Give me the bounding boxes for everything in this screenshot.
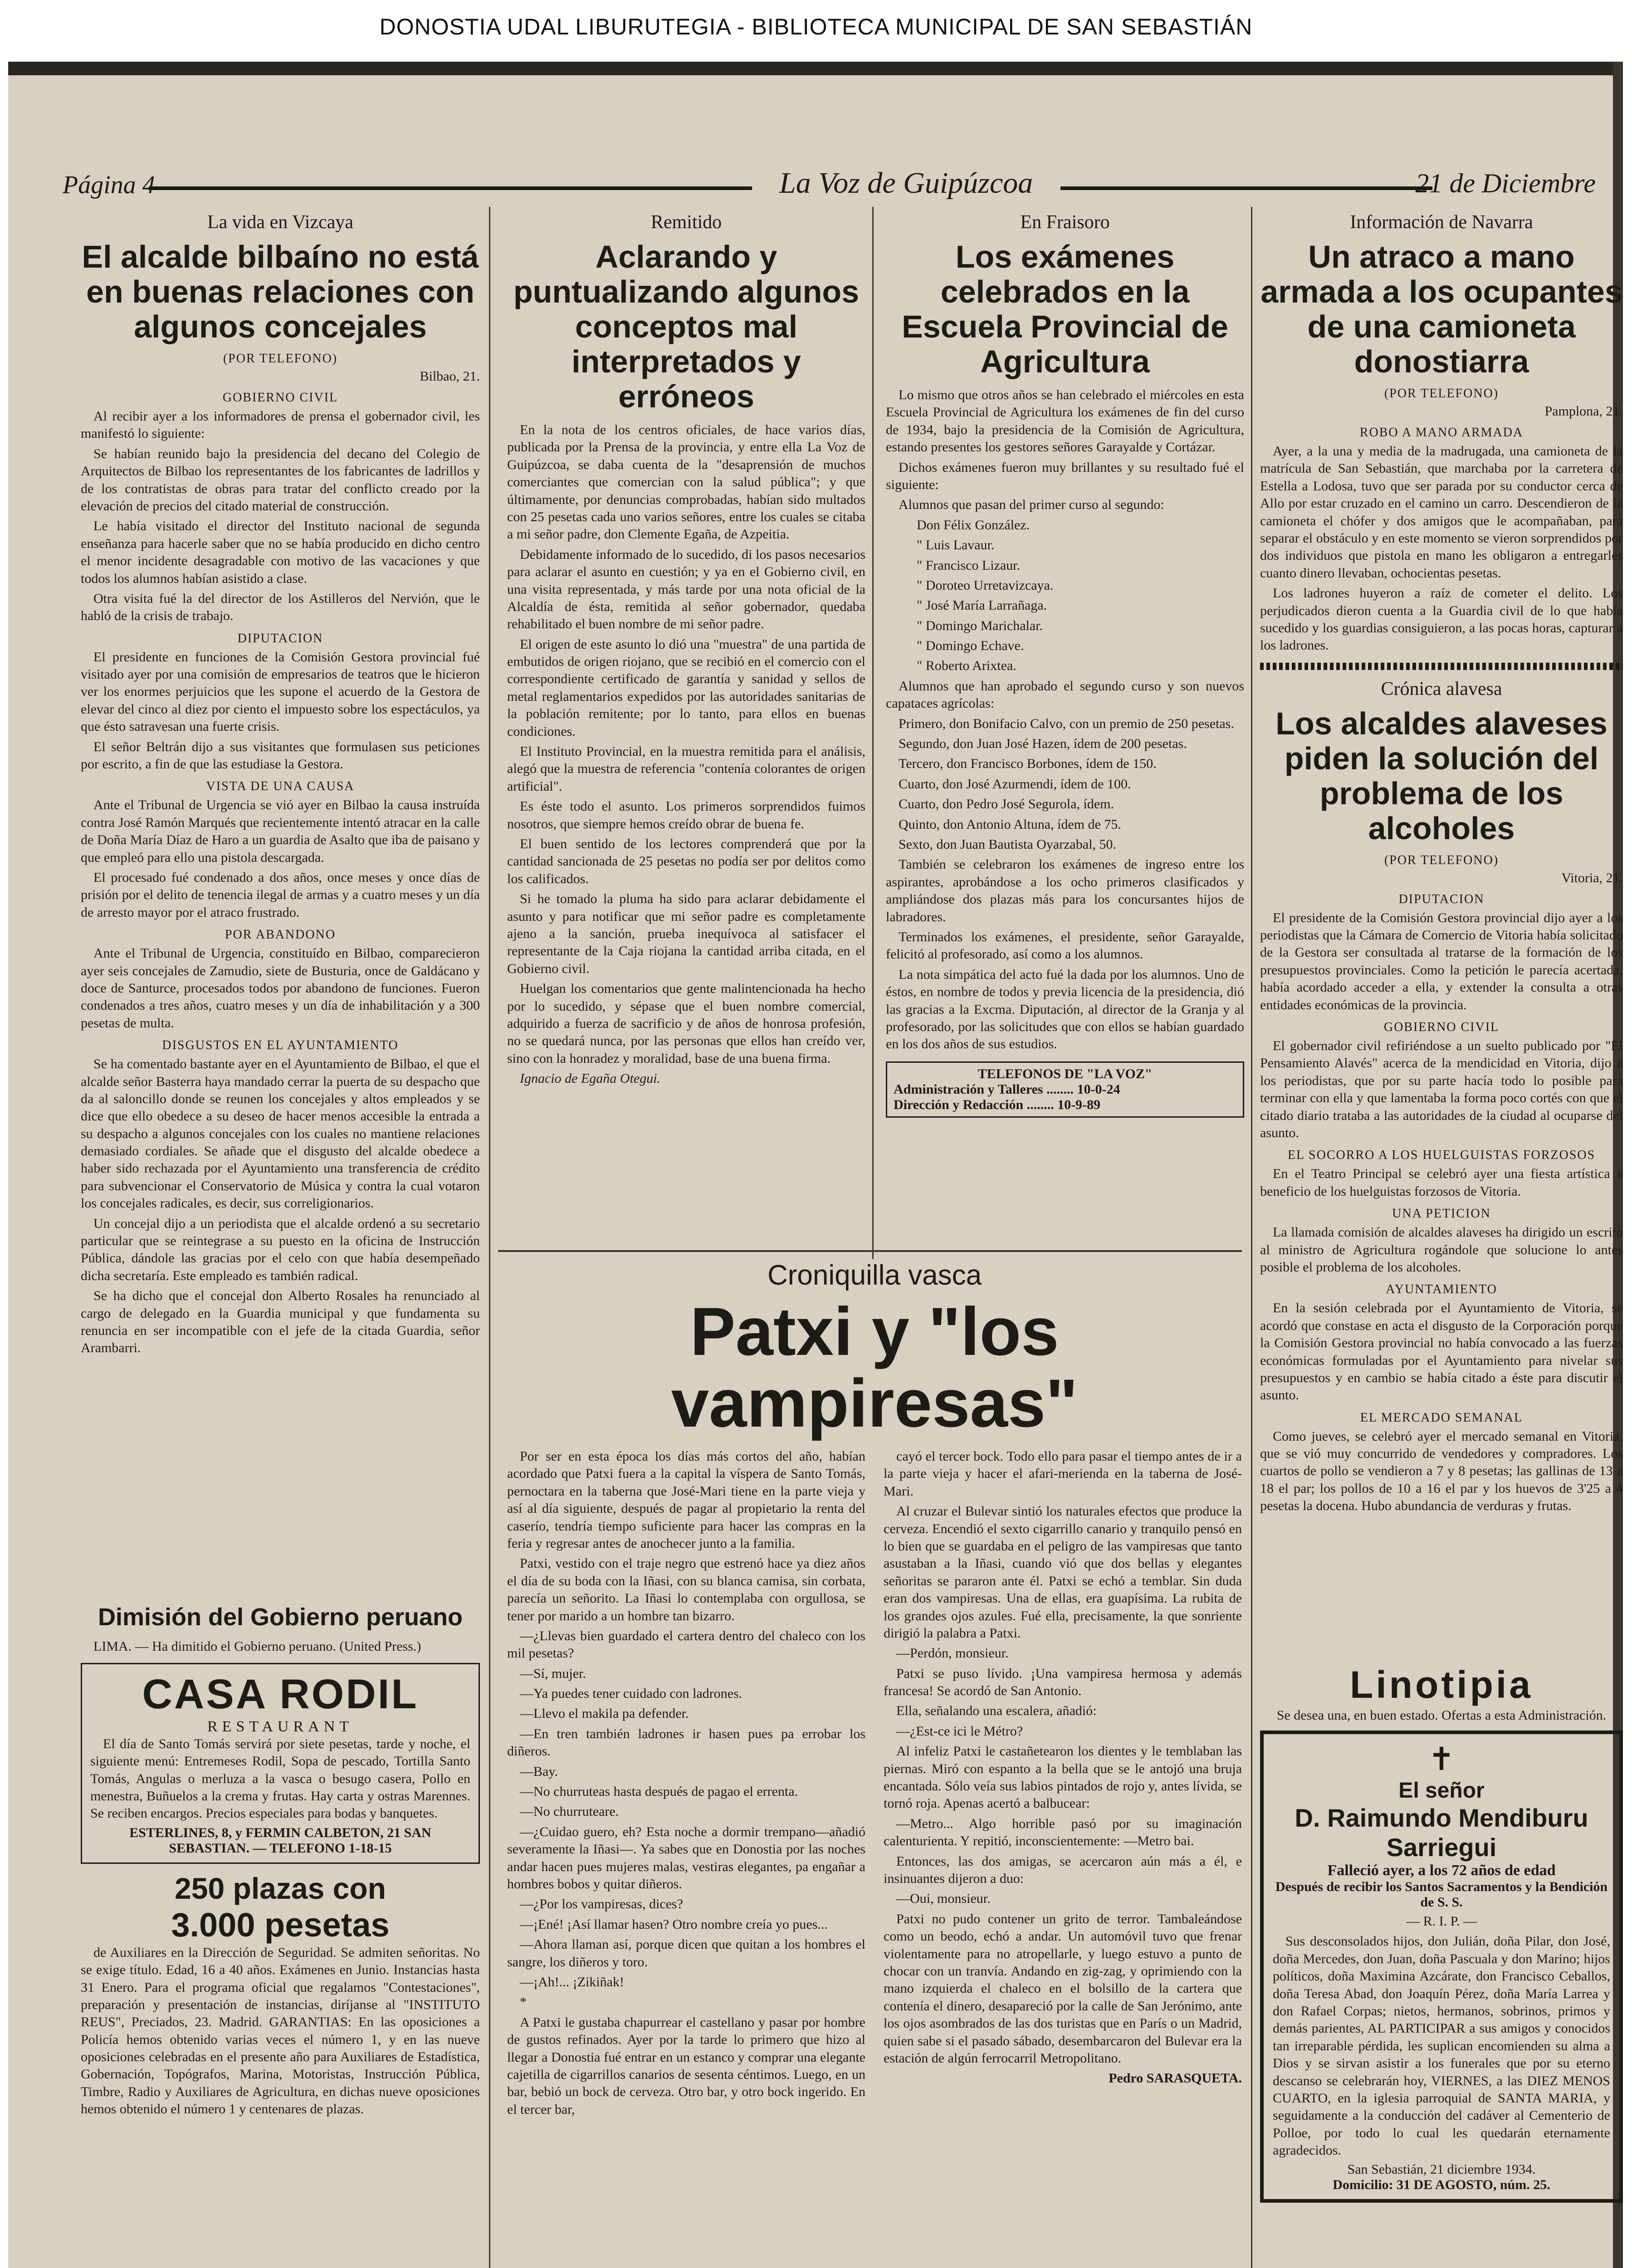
header-rule-left — [149, 186, 752, 190]
paragraph: La nota simpática del acto fué la dada por los alumnos. Uno de éstos, en nombre de todos y previa licencia de la presidencia, dió las gracias a la Excma. Diputación, al director de la Granja y al profesorado, por las solicitudes que con ellos se habían guardado en los dos años de sus estudios. — [886, 967, 1244, 1052]
section-kicker: En Fraisoro — [1020, 212, 1110, 233]
column-rule — [489, 1259, 490, 2268]
column-rule — [1251, 207, 1252, 2268]
phone-admin-number: 10-0-24 — [1077, 1081, 1120, 1097]
subhead: GOBIERNO CIVIL — [1383, 1020, 1500, 1035]
paragraph: —No churruteare. — [520, 1804, 619, 1819]
article-body — [507, 421, 865, 1067]
paragraph: El buen sentido de los lectores comprenderá que por la cantidad sancionada de 25 pesetas no podía ser por delitos como los calificados. — [507, 836, 865, 886]
paragraph: Se ha dicho que el concejal don Alberto Rosales ha renunciado al cargo de delegado en la Guardia municipal y que fundamenta su renuncia en ser incompatible con el jefe de la citada Guardia, señor Arambarri. — [81, 1288, 480, 1356]
article-body — [81, 391, 480, 1357]
obit-place: San Sebastián, 21 diciembre 1934. — [1347, 2162, 1536, 2177]
paragraph: Alumnos que pasan del primer curso al segundo: — [899, 497, 1164, 513]
student-name: Don Félix González. — [917, 517, 1030, 533]
paragraph: El presidente en funciones de la Comisión Gestora provincial fué visitado ayer por una comisión de empresarios de teatros que le hicieron ver los enormes perjuicios que les supone el acuerdo de la Gestora de elevar del cinco al diez por ciento el impuesto sobre los espectáculos, ya que ésto satravesan una fuerte crisis. — [81, 649, 480, 734]
paragraph: Ella, señalando una escalera, añadió: — [896, 1703, 1097, 1719]
paragraph: —Ya puedes tener cuidado con ladrones. — [520, 1686, 743, 1701]
croniquilla-feature — [507, 1259, 1242, 2117]
paragraph: —Metro... Algo horrible pasó por su imaginación calenturienta. Y repitió, inconscientemente: —Metro bai. — [884, 1816, 1242, 1849]
paragraph: Patxi se puso lívido. ¡Una vampiresa hermosa y además francesa! Se acordó de San Antonio. — [884, 1666, 1242, 1699]
casa-rodil-subtitle: RESTAURANT — [207, 1718, 354, 1735]
paragraph: —Ahora llaman así, porque dicen que quitan a los hombres el sangre, los diñeros y toro. — [507, 1937, 865, 1970]
paragraph: —Bay. — [520, 1764, 558, 1779]
paragraph: Quinto, don Antonio Altuna, ídem de 75. — [899, 816, 1121, 832]
paragraph: En la sesión celebrada por el Ayuntamiento de Vitoria, se acordó que constase en acta el disgusto de la Corporación porque la Comisión Gestora provincial no había convocado a las fuerzas económicas formuladas por el Ayuntamiento para nivelar sus presupuestos y en cambio se había citado a éste para discutir el asunto. — [1260, 1300, 1623, 1403]
subhead: EL MERCADO SEMANAL — [1360, 1410, 1523, 1425]
paragraph: —Llevo el makila pa defender. — [520, 1706, 689, 1721]
section-rule — [498, 1250, 1242, 1252]
subhead: UNA PETICION — [1392, 1207, 1491, 1221]
article-remitido — [507, 211, 865, 1090]
subhead: GOBIERNO CIVIL — [222, 391, 338, 405]
section-kicker: Remitido — [650, 212, 722, 233]
paragraph: —¿Est-ce ici le Métro? — [896, 1723, 1023, 1739]
paragraph: Huelgan los comentarios que gente malintencionada ha hecho por lo sucedido, y sépase que el buen nombre comercial, adquirido a fuerza de sacrificio y de años de honrosa profesión, no se quedará nunca, por las personas que ellos han creído ver, sino con la honradez y moralidad, base de una buena firma. — [507, 981, 865, 1066]
paragraph: —¿Cuidao guero, eh? Esta noche a dormir trempano—añadió severamente la Iñasi—. Ya sabes que en Donostia por las noches andar hacen pues mujeres malas, vestiras elegantes, pa engañar a hombres bobos y quitar diñeros. — [507, 1824, 865, 1892]
obit-address: Domicilio: 31 DE AGOSTO, núm. 25. — [1333, 2177, 1550, 2193]
decorative-rule — [1260, 663, 1623, 670]
wire-source: (POR TELEFONO) — [1384, 386, 1499, 401]
paragraph: El origen de este asunto lo dió una "muestra" de una partida de embutidos de origen riojano, que se recibió en el comercio con el correspondiente certificado de garantía y sanidad y sellos de metal reglamentarios expedidos por las autoridades sanitarias de la población remitente; por lo tanto, para ellos en buenas condiciones. — [507, 636, 865, 739]
paragraph: —Perdón, monsieur. — [896, 1646, 1009, 1661]
article-headline: Los exámenes celebrados en la Escuela Provincial de Agricultura — [902, 239, 1228, 379]
student-name: " Luis Lavaur. — [917, 538, 995, 553]
cross-icon: ✝ — [1428, 1742, 1455, 1778]
page-header — [44, 161, 1623, 198]
archive-banner-text: DONOSTIA UDAL LIBURUTEGIA - BIBLIOTECA MUNICIPAL DE SAN SEBASTIÁN — [379, 14, 1253, 39]
signature: Ignacio de Egaña Otegui. — [520, 1071, 660, 1086]
feature-kicker: Croniquilla vasca — [767, 1260, 982, 1291]
wire-source-2: (POR TELEFONO) — [1384, 853, 1499, 867]
student-name: " Roberto Arixtea. — [917, 658, 1016, 674]
plazas-title: 250 plazas con — [175, 1871, 386, 1905]
student-name: " Doroteo Urretavizcaya. — [917, 577, 1054, 593]
column-rule — [489, 207, 490, 1259]
dateline: Pamplona, 21. — [1544, 404, 1623, 419]
paragraph: Se habían reunido bajo la presidencia del decano del Colegio de Arquitectos de Bilbao los representantes de los fabricantes de ladrillos y de los contratistas de obras para tratar del conflicto creado por la elevación de precios del citado material de construcción. — [81, 446, 480, 513]
paragraph: El gobernador civil refiriéndose a un suelto publicado por "El Pensamiento Alavés" acerca de la mendicidad en Vitoria, dijo a los periodistas, que por su parte hacía todo lo posible para terminar con ella y que lamentaba la forma poco cortés con que el citado diario trataba a las autoridades de la ciudad al ocuparse del asunto. — [1260, 1038, 1623, 1140]
obit-lead: El señor — [1398, 1779, 1485, 1803]
subhead: DISGUSTOS EN EL AYUNTAMIENTO — [162, 1038, 399, 1053]
feature-headline: Patxi y "los vampiresas" — [671, 1293, 1078, 1441]
feature-right-column — [884, 1448, 1242, 2090]
paragraph: Segundo, don Juan José Hazen, ídem de 200 pesetas. — [899, 736, 1187, 752]
paragraph: Al cruzar el Bulevar sintió los naturales efectos que produce la cerveza. Encendió el sexto cigarrillo canario y tranquilo pensó en lo bien que se guardaba en el peligro de las vampiresas que tanto asustaban a la Iñasi, cuando vió que dos bellas y elegantes señoritas se pararon ante él. Patxi se echó a temblar. Sin duda eran dos vampiresas. Una de ellas, era guapísima. La rubita de los grandes ojos azules. Fué ella, precisamente, la que sonriente dirigió la palabra a Patxi. — [884, 1504, 1242, 1641]
paragraph: —¿Llevas bien guardado el cartera dentro del chaleco con los mil pesetas? — [507, 1628, 865, 1661]
casa-rodil-text: El día de Santo Tomás servirá por siete pesetas, tarde y noche, el siguiente menú: Entremeses Rodil, Sopa de pescado, Tortilla Santo Tomás, Angulas o merluza a la vasca o besugo casera, Pollo en menestra, Buñuelos a la crema y frutas. Hay carta y ostras Marennes. Se reciben encargos. Precios especiales para bodas y banquetes. — [90, 1736, 470, 1821]
dateline-2: Vitoria, 21. — [1561, 870, 1623, 885]
student-name: " Domingo Echave. — [917, 638, 1024, 654]
paragraph: A Patxi le gustaba chapurrear el castellano y pasar por hombre de gustos refinados. Ayer por la tarde lo primero que hizo al llegar a Donostia fué entrar en un estanco y comprar una elegante cajetilla de cigarrillos canarios de sesenta céntimos. Luego, en un bar, bebió un bock de cerveza. Otro bar, y otro bock ingerido. En el tercer bar, — [507, 2014, 865, 2117]
phone-admin: Administración y Talleres ........ 10-0-24 — [894, 1081, 1120, 1097]
paragraph: —¡Ah!... ¡Zikiñak! — [520, 1974, 624, 1989]
section-kicker: Información de Navarra — [1350, 212, 1533, 233]
paragraph: Cuarto, don José Azurmendi, ídem de 100. — [899, 776, 1131, 792]
subhead: EL SOCORRO A LOS HUELGUISTAS FORZOSOS — [1287, 1148, 1596, 1163]
article-navarra — [1260, 211, 1623, 1518]
paragraph: Patxi, vestido con el traje negro que estrenó hace ya diez años el día de su boda con la Iñasi, con su blanca camisa, sin corbata, parecía un señorito. La Iñasi lo contemplaba con orgullosa, se tener por marido a un hombre tan bizarro. — [507, 1556, 865, 1623]
paragraph: Alumnos que han aprobado el segundo curso y son nuevos capataces agrícolas: — [886, 678, 1244, 711]
phone-admin-label: Administración y Talleres — [894, 1081, 1043, 1097]
casa-rodil-ad — [81, 1663, 480, 1864]
paragraph: —¿Por los vampiresas, dices? — [520, 1897, 683, 1912]
article-headline: Un atraco a mano armada a los ocupantes de una camioneta donostiarra — [1261, 239, 1622, 379]
paragraph: Ante el Tribunal de Urgencia se vió ayer en Bilbao la causa instruída contra José Ramón Marqués que recientemente intentó atracar en la calle de Doña María Díaz de Haro a un guardia de Asalto que iba de paisano y que empleó para ello una pistola descargada. — [81, 797, 480, 865]
col1-ads — [81, 1604, 480, 2121]
student-name: " Domingo Marichalar. — [917, 618, 1043, 633]
article-body-2 — [1260, 892, 1623, 1515]
obit-line2: Después de recibir los Santos Sacramentos y la Bendición de S. S. — [1275, 1879, 1608, 1910]
student-name: " José María Larrañaga. — [917, 598, 1047, 613]
col4-ads — [1260, 1663, 1623, 2203]
header-rule-right — [1060, 186, 1432, 190]
subhead: VISTA DE UNA CAUSA — [206, 779, 355, 794]
obit-rip: — R. I. P. — — [1406, 1914, 1477, 1929]
casa-rodil-address: ESTERLINES, 8, y FERMIN CALBETON, 21 SAN SEBASTIAN. — TELEFONO 1-18-15 — [129, 1825, 431, 1856]
subhead: DIPUTACION — [1398, 892, 1485, 906]
paragraph: Otra visita fué la del director de los Astilleros del Nervión, que le habló de la crisis de trabajo. — [81, 591, 480, 624]
student-name: " Francisco Lizaur. — [917, 557, 1021, 573]
obituary — [1260, 1730, 1623, 2203]
subhead: AYUNTAMIENTO — [1386, 1282, 1497, 1297]
phone-box — [886, 1061, 1244, 1118]
paragraph: Cuarto, don Pedro José Segurola, ídem. — [899, 797, 1114, 812]
wire-source: (POR TELEFONO) — [223, 352, 338, 366]
paragraph: cayó el tercer bock. Todo ello para pasar el tiempo antes de ir a la parte vieja y hacer el afari-merienda en la taberna de José-Mari. — [884, 1449, 1242, 1499]
paragraph: —¡Ené! ¡Así llamar hasen? Otro nombre creía yo pues... — [520, 1916, 828, 1932]
paragraph: —Oui, monsieur. — [896, 1891, 991, 1906]
paragraph: Lo mismo que otros años se han celebrado el miércoles en esta Escuela Provincial de Agricultura los exámenes de fin del curso de 1934, bajo la presidencia de la Comisión de Agricultura, estando presentes los gestores señores Garayalde y Cortázar. — [886, 387, 1244, 455]
feature-signature: Pedro SARASQUETA. — [1109, 2071, 1242, 2086]
article-vizcaya — [81, 211, 480, 1360]
paragraph: Al recibir ayer a los informadores de prensa el gobernador civil, les manifestó lo siguiente: — [81, 409, 480, 441]
plazas-text: de Auxiliares en la Dirección de Seguridad. Se admiten señoritas. No se exige título. Edad, 16 a 40 años. Exámenes en Junio. Instancias hasta 31 Enero. Para el programa oficial que regalamos "Contestaciones", preparación y presentación de instancias, diríjanse al "INSTITUTO REUS", Preciados, 23. Madrid. GARANTIAS: En las oposiciones a Policía hemos obtenido varias veces el número 1, y en las nueve oposiciones celebradas en el presente año para Auxiliares de Estadística, Gobernación, Topógrafos, Marina, Motoristas, Instrucción Pública, Timbre, Radio y Auxiliares de Agricultura, en dichas nueve oposiciones hemos obtenido el número 1 y centenares de plazas. — [81, 1945, 480, 2117]
subhead: POR ABANDONO — [225, 928, 336, 942]
paragraph: Al infeliz Patxi le castañetearon los dientes y le temblaban las piernas. Miró con espanto a la bella que se le antojó una bruja encantada. Sólo veía sus labios pintados de rojo y, antes lívida, se tornó roja. Apenas acertó a balbucear: — [884, 1744, 1242, 1811]
paragraph: El procesado fué condenado a dos años, once meses y once días de prisión por el delito de tenencia ilegal de armas y a cuatro meses y un día de arresto mayor por el atraco frustrado. — [81, 870, 480, 920]
peru-headline: Dimisión del Gobierno peruano — [98, 1603, 463, 1631]
obit-text: Sus desconsolados hijos, don Julián, doña Pilar, don José, doña Mercedes, don Juan, doña Pascuala y don Marino; hijos políticos, doña Maximina Azcárate, don Francisco Ceballos, doña Teresa Abad, don Joaquín Pérez, doña María Larrea y don Rafael Corpas; nietos, hermanos, sobrinos, primos y demás parientes, AL PARTICIPAR a sus amigos y conocidos tan irreparable pérdida, les suplican encomienden su alma a Dios y se sirvan asistir a los funerales que por su eterno descanso se celebrarán hoy, VIERNES, a las DIEZ MENOS CUARTO, en la iglesia parroquial de SANTA MARIA, y seguidamente a la conducción del cadáver al Cementerio de Polloe, por todo lo cual les quedarán eternamente agradecidos. — [1273, 1934, 1610, 2158]
newspaper-title: La Voz de Guipúzcoa — [779, 166, 1033, 200]
feature-left-column — [507, 1448, 865, 2121]
paragraph: El presidente de la Comisión Gestora provincial dijo ayer a los periodistas que la Cámara de Comercio de Vitoria había solicitado de la Gestora ser consultada al tratarse de la formación de los presupuestos provinciales. Como la petición le parecía acertada, había acordado acceder a ella, y extender la consulta a otras entidades económicas de la provincia. — [1260, 910, 1623, 1012]
dateline: Bilbao, 21. — [420, 369, 480, 384]
article-body-2 — [886, 678, 1244, 1053]
paragraph: —Sí, mujer. — [520, 1666, 586, 1681]
archive-banner — [0, 0, 1632, 58]
subhead: ROBO A MANO ARMADA — [1359, 425, 1524, 440]
paragraph: Es éste todo el asunto. Los primeros sorprendidos fuimos nosotros, que siempre hemos creído obrar de buena fe. — [507, 799, 865, 831]
article-headline: Aclarando y puntualizando algunos conceptos mal interpretados y erróneos — [513, 239, 860, 414]
phone-dir-number: 10-9-89 — [1057, 1097, 1101, 1112]
paragraph: Dichos exámenes fueron muy brillantes y su resultado fué el siguiente: — [886, 459, 1244, 492]
article-body — [886, 386, 1244, 514]
section-kicker: La vida en Vizcaya — [207, 212, 354, 233]
phone-dir: Dirección y Redacción ........ 10-9-89 — [894, 1097, 1101, 1112]
article-body — [1260, 443, 1623, 655]
instituto-reus-ad — [81, 1871, 480, 2118]
casa-rodil-title: CASA RODIL — [142, 1671, 419, 1717]
peru-text: LIMA. — Ha dimitido el Gobierno peruano. (United Press.) — [93, 1639, 421, 1654]
obit-line1: Falleció ayer, a los 72 años de edad — [1327, 1862, 1556, 1879]
phone-title: TELEFONOS DE "LA VOZ" — [977, 1066, 1153, 1081]
paragraph: La llamada comisión de alcaldes alaveses ha dirigido un escrito al ministro de Agricultura rogándole que solucione lo antes posible el problema de los alcoholes. — [1260, 1225, 1623, 1275]
phone-dir-label: Dirección y Redacción — [894, 1097, 1024, 1112]
article-headline: El alcalde bilbaíno no está en buenas relaciones con algunos concejales — [82, 239, 479, 344]
column-rule — [872, 207, 874, 1259]
paragraph: Entonces, las dos amigas, se acercaron aún más a él, e insinuantes dijeron a duo: — [884, 1853, 1242, 1886]
paragraph: Si he tomado la pluma ha sido para aclarar debidamente el asunto y para notificar que mi señor padre es completamente ajeno a la sanción, prueba inequívoca al satisfacer el representante de la Caja riojana la cantidad arriba citada, en el Gobierno civil. — [507, 891, 865, 976]
paragraph: —No churruteas hasta después de pagao el errenta. — [520, 1784, 798, 1799]
page-number: Página 4 — [63, 171, 155, 199]
paragraph: Ayer, a la una y media de la madrugada, una camioneta de la matrícula de San Sebastián, que marchaba por la carretera de Estella a Lodosa, tuvo que ser parada por su conductor cerca de Allo por estar cruzado en el camino un carro. Descendieron de la camioneta el chófer y dos amigos que le acompañaban, para separar el obstáculo y en este momento se vieron sorprendidos por dos individuos que pistola en mano les obligaron a entregarles cuanto dinero llevaban, ochocientas pesetas. — [1260, 444, 1623, 581]
student-list — [904, 517, 1244, 675]
paragraph: El señor Beltrán dijo a sus visitantes que formulasen sus peticiones por escrito, a fin de que las estudiase la Gestora. — [81, 739, 480, 772]
linotipia-title: Linotipia — [1350, 1663, 1533, 1706]
paragraph: Se ha comentado bastante ayer en el Ayuntamiento de Bilbao, el que el alcalde señor Basterra haya mandado cerrar la puerta de su despacho que da al saloncillo donde se reunen los concejales y altos empleados y se dice que ello obedece a su deseo de hacer menos accesible la entrada a su despacho a algunos concejales con los cuales no mantiene relaciones demasiado cordiales. Se añade que el disgusto del alcalde obedece a haber sido rechazada por el Ayuntamiento una transferencia de crédito para subvencionar el Conservatorio de Música y contra la cual votaron los concejales radicales, es decir, sus correligionarios. — [81, 1056, 480, 1211]
subhead: DIPUTACION — [237, 631, 323, 645]
paragraph: En la nota de los centros oficiales, de hace varios días, publicada por la Prensa de la provincia, y entre ella La Voz de Guipúzcoa, se daba cuenta de la "desaprensión de muchos comerciantes que comercian con la salud pública"; y que últimamente, por denuncias comprobadas, habían sido multados con 25 pesetas cada uno varios señores, entre los cuales se citaba a mi señor padre, don Clemente Egaña, de Azpeitia. — [507, 422, 865, 542]
newspaper-sheet — [8, 62, 1623, 2268]
paragraph: Le había visitado el director del Instituto nacional de segunda enseñanza para hacerle saber que no se había producido en dicho centro el menor incidente desagradable con motivo de las vacaciones y que todos los alumnos habían asistido a clase. — [81, 518, 480, 586]
paragraph: Un concejal dijo a un periodista que el alcalde ordenó a su secretario particular que se reintegrase a su puesto en la oficina de Instrucción Pública, dándole las gracias por el celo con que había desempeñado dicha secretaría. Este empleado es también radical. — [81, 1216, 480, 1283]
article-headline-2: Los alcaldes alaveses piden la solución del problema de los alcoholes — [1275, 705, 1608, 846]
paragraph: Como jueves, se celebró ayer el mercado semanal en Vitoria, que se vió muy concurrido de vendedores y compradores. Los cuartos de pollo se vendieron a 7 y 8 pesetas; las gallinas de 13 a 18 el par; los pollos de 10 a 16 el par y los huevos de 3'25 a 4 pesetas la docena. Hubo abundancia de verduras y frutas. — [1260, 1428, 1623, 1514]
issue-date: 21 de Diciembre — [1415, 168, 1596, 198]
paragraph: También se celebraron los exámenes de ingreso entre los aspirantes, aprobándose a los ocho primeros clasificados y ampliándose dos plazas más para los concursantes hijos de labradores. — [886, 857, 1244, 924]
paragraph: * — [520, 1994, 527, 2010]
paragraph: —En tren también ladrones ir hasen pues pa errobar los diñeros. — [507, 1726, 865, 1759]
paragraph: Sexto, don Juan Bautista Oyarzabal, 50. — [899, 836, 1116, 852]
paragraph: En el Teatro Principal se celebró ayer una fiesta artística a beneficio de los huelguistas forzosos de Vitoria. — [1260, 1166, 1623, 1199]
paragraph: Ante el Tribunal de Urgencia, constituído en Bilbao, comparecieron ayer seis concejales de Zamudio, siete de Busturia, once de Galdácano y doce de Santurce, procesados todos por abandono de funciones. Fueron condenados a tres años, cuatro meses y un día de inhabilitación y a 300 pesetas de multa. — [81, 946, 480, 1031]
paragraph: Primero, don Bonifacio Calvo, con un premio de 250 pesetas. — [899, 716, 1234, 731]
paragraph: Por ser en esta época los días más cortos del año, habían acordado que Patxi fuera a la capital la víspera de Santo Tomás, pernoctara en la taberna que José-Mari tiene en la parte vieja y así al día siguiente, después de pagar al propietario la renta del caserío, tendría tiempo suficiente para hacer las compras en la feria y regresar antes de anochecer junto a la familia. — [507, 1449, 865, 1551]
paragraph: Tercero, don Francisco Borbones, ídem de 150. — [899, 756, 1157, 772]
section-kicker-2: Crónica alavesa — [1381, 678, 1502, 699]
paragraph: El Instituto Provincial, en la muestra remitida para el análisis, alegó que la muestra de referencia "contenía colorantes de origen artificial". — [507, 744, 865, 794]
paragraph: Los ladrones huyeron a raíz de cometer el delito. Los perjudicados dieron cuenta a la Guardia civil de lo que había sucedido y los guardias consiguieron, a las pocas horas, capturar a los ladrones. — [1260, 586, 1623, 653]
plazas-amount: 3.000 pesetas — [171, 1906, 390, 1944]
article-fraisoro — [886, 211, 1244, 1118]
paragraph: Debidamente informado de lo sucedido, di los pasos necesarios para aclarar el asunto en cuestión; y ya en el Gobierno civil, en una visita representada, y más tarde por una nota oficial de la Alcaldía de ésta, remitida al señor gobernador, quedaba rehabilitado el buen nombre de mi señor padre. — [507, 547, 865, 632]
paragraph: Terminados los exámenes, el presidente, señor Garayalde, felicitó al profesorado, así como a los alumnos. — [886, 929, 1244, 962]
linotipia-text: Se desea una, en buen estado. Ofertas a esta Administración. — [1276, 1708, 1607, 1723]
obit-name: D. Raimundo Mendiburu Sarriegui — [1295, 1804, 1588, 1862]
paragraph: Patxi no pudo contener un grito de terror. Tambaleándose como un beodo, echó a andar. Un automóvil tuvo que frenar violentamente para no atropellarle, y luego estuvo a punto de chocar con un tranvía. Andando en zig-zag, y oprimiendo con la mano izquierda el chaleco en el bolsillo de la cartera que contenía el dinero, desapareció por la calle de San Jerónimo, ante los ojos asombrados de las dos turistas que en París o un Madrid, quien sabe si el pasado sábado, desembarcaron del Bulevar era la estación de algún ferrocarril Metropolitano. — [884, 1911, 1242, 2066]
